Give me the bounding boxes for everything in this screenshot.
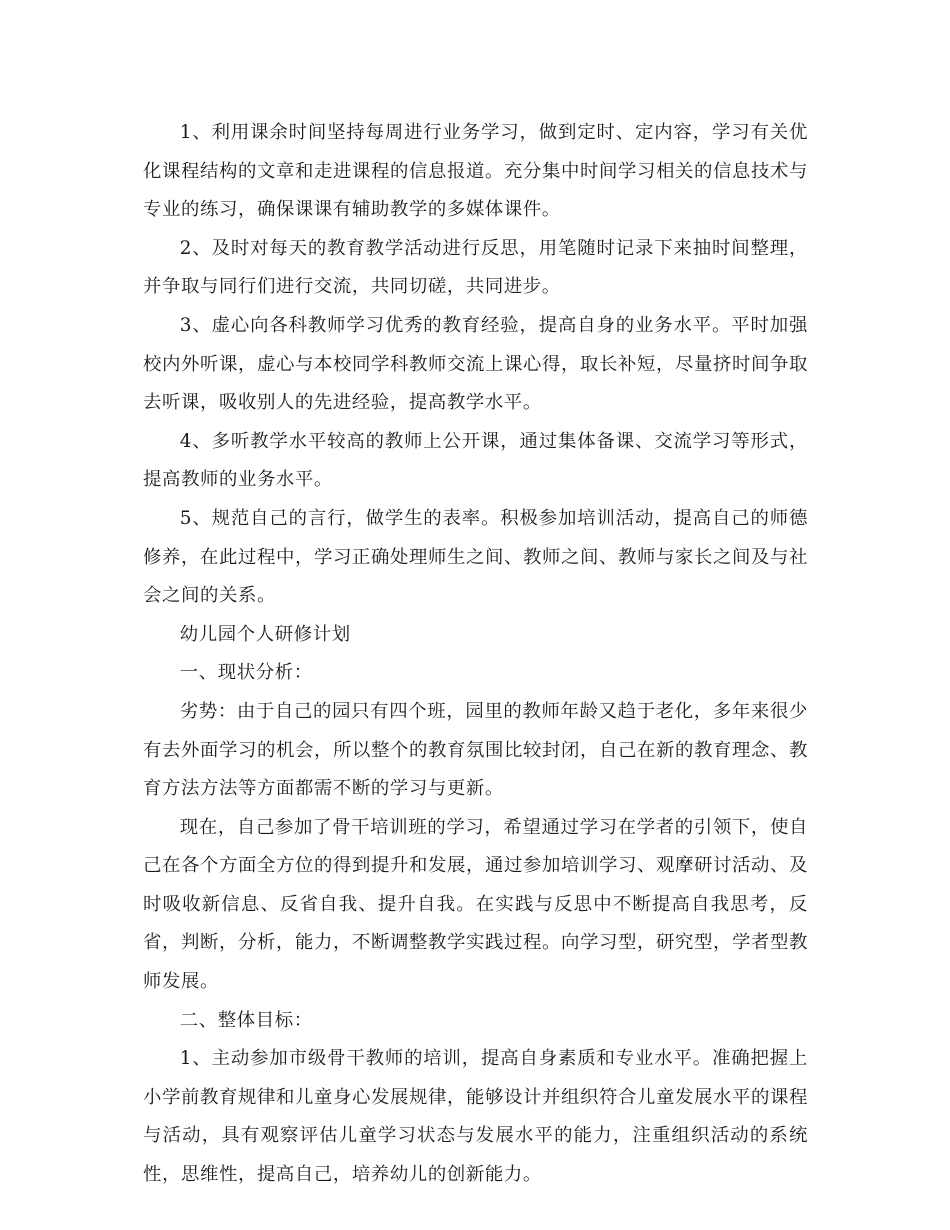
document-body xyxy=(143,114,808,1195)
paragraph-conduct: 5、规范自己的言行，做学生的表率。积极参加培训活动，提高自己的师德修养，在此过程中，学习正确处理师生之间、教师之间、教师与家长之间及与社会之间的关系。 xyxy=(143,507,808,607)
paragraph-now: 现在，自己参加了骨干培训班的学习，希望通过学习在学者的引领下，使自己在各个方面全方位的得到提升和发展，通过参加培训学习、观摩研讨活动、及时吸收新信息、反省自我、提升自我。在实践与反思中不断提高自我思考，反省，判断，分析，能力，不断调整教学实践过程。向学习型，研究型，学者型教师发展。 xyxy=(143,816,808,993)
heading-current-analysis: 一、现状分析： xyxy=(179,662,313,684)
heading-overall-goals: 二、整体目标： xyxy=(179,1009,313,1031)
section-title-research-plan: 幼儿园个人研修计划 xyxy=(179,623,351,645)
paragraph-open-classes: 4、多听教学水平较高的教师上公开课，通过集体备课、交流学习等形式，提高教师的业务水平。 xyxy=(143,430,808,491)
paragraph-reflection: 2、及时对每天的教育教学活动进行反思，用笔随时记录下来抽时间整理，并争取与同行们进行交流，共同切磋，共同进步。 xyxy=(143,237,808,298)
paragraph-goal-1: 1、主动参加市级骨干教师的培训，提高自身素质和专业水平。准确把握上小学前教育规律和儿童身心发展规律，能够设计并组织符合儿童发展水平的课程与活动，具有观察评估儿童学习状态与发展水平的能力，注重组织活动的系统性，思维性，提高自己，培养幼儿的创新能力。 xyxy=(143,1048,808,1186)
paragraph-learn-from-teachers: 3、虚心向各科教师学习优秀的教育经验，提高自身的业务水平。平时加强校内外听课，虚心与本校同学科教师交流上课心得，取长补短，尽量挤时间争取去听课，吸收别人的先进经验，提高教学水平。 xyxy=(143,314,808,414)
paragraph-disadvantages: 劣势：由于自己的园只有四个班，园里的教师年龄又趋于老化，多年来很少有去外面学习的机会，所以整个的教育氛围比较封闭，自己在新的教育理念、教育方法方法等方面都需不断的学习与更新。 xyxy=(143,700,808,800)
paragraph-study-routine: 1、利用课余时间坚持每周进行业务学习，做到定时、定内容，学习有关优化课程结构的文章和走进课程的信息报道。充分集中时间学习相关的信息技术与专业的练习，确保课课有辅助教学的多媒体课件。 xyxy=(143,122,808,221)
